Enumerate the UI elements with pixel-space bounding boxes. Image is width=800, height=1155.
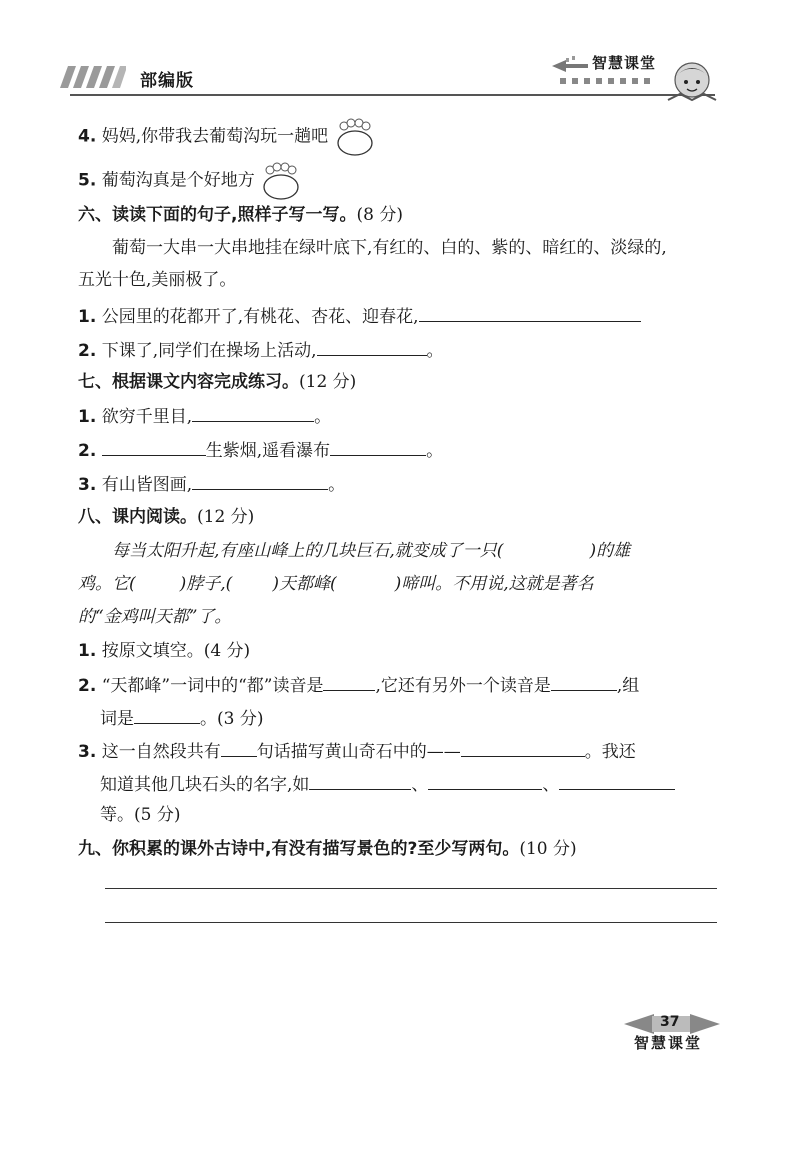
footer-brand: 智慧课堂 <box>634 1034 703 1052</box>
item-text: 葡萄沟真是个好地方 <box>101 170 255 191</box>
answer-blank[interactable] <box>102 437 206 456</box>
sec8-question-1: 1. 按原文填空。(4 分) <box>78 641 251 661</box>
sec6-question-1: 1. 公园里的花都开了,有桃花、杏花、迎春花, <box>78 303 641 329</box>
answer-blank[interactable] <box>323 672 375 691</box>
answer-blank[interactable] <box>317 337 427 356</box>
item-4 <box>78 118 376 156</box>
section-score: (10 分) <box>519 839 577 859</box>
writing-line[interactable] <box>105 888 717 889</box>
section-9-title: 九、你积累的课外古诗中,有没有描写景色的?至少写两句。(10 分) <box>78 839 577 859</box>
passage-line-2: 鸡。它( )脖子,( )天都峰( )啼叫。不用说,这就是著名 <box>78 574 594 594</box>
sec8-question-2: 2. “天都峰”一词中的“都”读音是 ,它还有另外一个读音是 ,组 <box>78 672 639 698</box>
passage-line-1: 每当太阳升起,有座山峰上的几块巨石,就变成了一只( )的雄 <box>112 541 631 561</box>
brand-title: 智慧课堂 <box>592 54 657 72</box>
answer-blank[interactable] <box>192 403 314 422</box>
edition-label: 部编版 <box>140 71 194 91</box>
sec8-question-3-cont: 知道其他几块石头的名字,如 、 、 <box>100 771 675 797</box>
header-stripes-icon <box>60 66 126 88</box>
section-6-title: 六、读读下面的句子,照样子写一写。(8 分) <box>78 205 403 225</box>
answer-blank[interactable] <box>309 771 411 790</box>
sec7-question-3: 3. 有山皆图画, 。 <box>78 471 345 497</box>
paw-icon[interactable] <box>334 118 376 156</box>
section-8-title: 八、课内阅读。(12 分) <box>78 507 255 527</box>
answer-blank[interactable] <box>461 738 585 757</box>
passage-line-3: 的“金鸡叫天都”了。 <box>78 607 232 627</box>
item-5 <box>78 162 302 200</box>
answer-blank[interactable] <box>221 738 257 757</box>
sec8-question-3-end: 等。(5 分) <box>100 805 181 825</box>
sec6-question-2: 2. 下课了,同学们在操场上活动, 。 <box>78 337 444 363</box>
sec7-question-1: 1. 欲穷千里目, 。 <box>78 403 331 429</box>
writing-line[interactable] <box>105 922 717 923</box>
item-text: 妈妈,你带我去葡萄沟玩一趟吧 <box>101 126 329 147</box>
answer-blank[interactable] <box>330 437 426 456</box>
answer-blank[interactable] <box>428 771 542 790</box>
section-score: (8 分) <box>356 205 403 225</box>
answer-blank[interactable] <box>419 303 641 322</box>
sec8-question-3: 3. 这一自然段共有 句话描写黄山奇石中的—— 。我还 <box>78 738 636 764</box>
section-score: (12 分) <box>197 507 255 527</box>
page-number: 37 <box>660 1014 680 1030</box>
sec8-question-2-cont: 词是 。(3 分) <box>100 705 263 731</box>
answer-blank[interactable] <box>551 672 617 691</box>
item-number: 5. <box>78 170 97 191</box>
paw-icon[interactable] <box>260 162 302 200</box>
sec7-question-2: 2. 生紫烟,遥看瀑布 。 <box>78 437 443 463</box>
answer-blank[interactable] <box>134 705 200 724</box>
example-sentence-line-1: 葡萄一大串一大串地挂在绿叶底下,有红的、白的、紫的、暗红的、淡绿的, <box>112 238 667 258</box>
girl-mascot-icon <box>662 60 720 104</box>
item-number: 4. <box>78 126 97 147</box>
section-7-title: 七、根据课文内容完成练习。(12 分) <box>78 372 357 392</box>
answer-blank[interactable] <box>192 471 328 490</box>
example-sentence-line-2: 五光十色,美丽极了。 <box>78 270 237 290</box>
section-score: (12 分) <box>299 372 357 392</box>
answer-blank[interactable] <box>559 771 675 790</box>
